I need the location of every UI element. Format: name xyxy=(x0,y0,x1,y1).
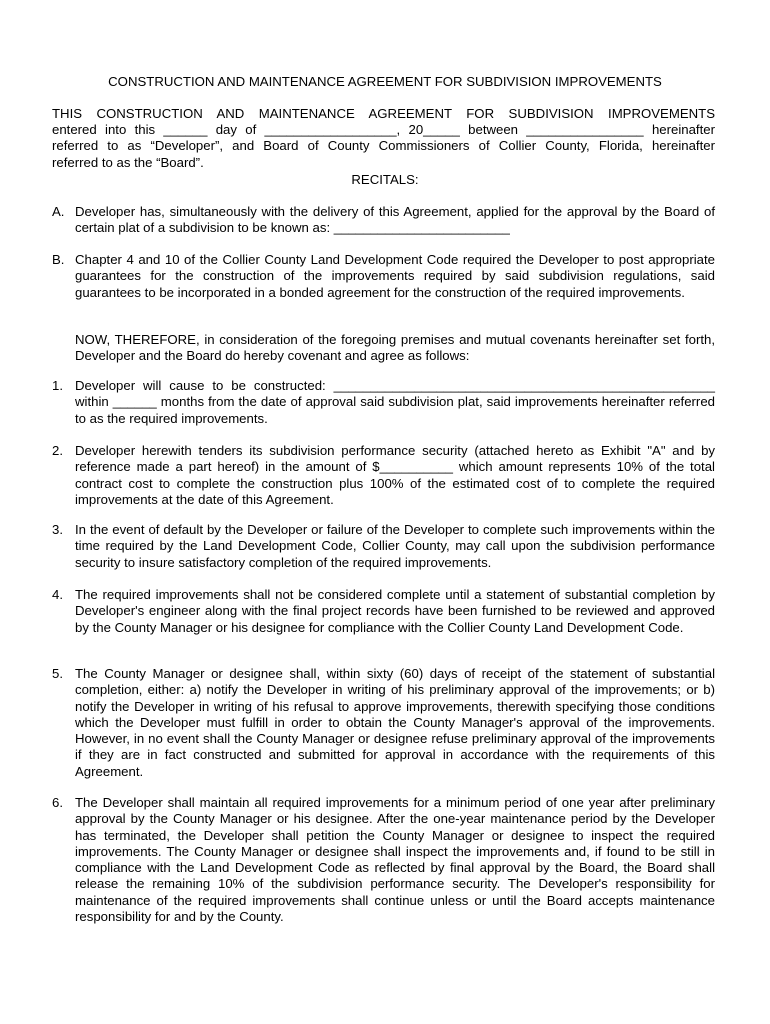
recital-marker: A. xyxy=(52,204,65,219)
clause-marker: 3. xyxy=(52,522,63,537)
clause-text: The Developer shall maintain all required improvements for a minimum period of one year after preliminary approval by the County Manager or his designee. After the one-year maintenance period by the Developer has terminated, the Developer shall petition the County Manager or designee to inspect the required improvements. The County Manager or designee shall inspect the improvements and, if found to be still in compliance with the Land Development Code as reflected by final approval by the Board, the Board shall release the remaining 10% of the subdivision performance security. The Developer's responsibility for maintenance of the required improvements shall continue unless or until the Board accepts maintenance responsibility for and by the County. xyxy=(75,795,715,925)
clause-text: In the event of default by the Developer or failure of the Developer to complete such improvements within the time required by the Land Development Code, Collier County, may call upon the subdivision performance security to insure satisfactory completion of the required improvements. xyxy=(75,522,715,570)
recital-marker: B. xyxy=(52,252,65,267)
recitals-heading: RECITALS: xyxy=(351,172,419,187)
intro-line: referred to as “Developer”, and Board of County Commissioners of Collier County, Florida, hereinafter xyxy=(52,138,715,154)
clause-text: The County Manager or designee shall, within sixty (60) days of receipt of the statement of substantial completion, either: a) notify the Developer in writing of his preliminary approval of the improvements; or b) notify the Developer in writing of his refusal to approve improvements, therewith specifying those conditions which the Developer must fulfill in order to obtain the County Manager's approval of the improvements. However, in no event shall the County Manager or designee refuse preliminary approval of the improvements if they are in fact constructed and submitted for approval in accordance with the requirements of this Agreement. xyxy=(75,666,715,779)
clause-marker: 5. xyxy=(52,666,63,681)
clause-text: The required improvements shall not be considered complete until a statement of substantial completion by Developer's engineer along with the final project records have been furnished to be reviewed and approved by the County Manager or his designee for compliance with the Collier County Land Development Code. xyxy=(75,587,715,635)
document-title: CONSTRUCTION AND MAINTENANCE AGREEMENT FOR SUBDIVISION IMPROVEMENTS xyxy=(108,74,662,89)
intro-line: THIS CONSTRUCTION AND MAINTENANCE AGREEMENT FOR SUBDIVISION IMPROVEMENTS xyxy=(52,106,715,121)
clause-text: Developer will cause to be constructed: ____________________________________________________ within ______ months from the date of approval said subdivision plat, said improvements hereinafter referred to as the required improvements. xyxy=(75,378,715,426)
clause-marker: 6. xyxy=(52,795,63,810)
recital-text: Chapter 4 and 10 of the Collier County Land Development Code required the Developer to post appropriate guarantees for the construction of the improvements required by said subdivision regulations, said guarantees to be incorporated in a bonded agreement for the construction of the required improvements. xyxy=(75,252,715,300)
clause-marker: 1. xyxy=(52,378,63,393)
clause-3 xyxy=(52,522,715,571)
clause-marker: 4. xyxy=(52,587,63,602)
clause-5 xyxy=(52,666,715,780)
clause-2 xyxy=(52,443,715,508)
intro-line: referred to as the “Board”. xyxy=(52,154,204,170)
now-therefore-paragraph: NOW, THEREFORE, in consideration of the foregoing premises and mutual covenants hereinafter set forth, Developer and the Board do hereby covenant and agree as follows: xyxy=(75,332,715,364)
clause-4 xyxy=(52,587,715,636)
clause-1 xyxy=(52,378,715,427)
clause-text: Developer herewith tenders its subdivision performance security (attached hereto as Exhibit "A" and by reference made a part hereof) in the amount of $__________ which amount represents 10% of the total contract cost to complete the construction plus 100% of the estimated cost of to complete the required improvements at the date of this Agreement. xyxy=(75,443,715,507)
recital-text: Developer has, simultaneously with the delivery of this Agreement, applied for the approval by the Board of certain plat of a subdivision to be known as: ________________________ xyxy=(75,204,715,236)
clause-6 xyxy=(52,795,715,925)
clause-marker: 2. xyxy=(52,443,63,458)
intro-paragraph xyxy=(52,106,715,171)
recital-b xyxy=(52,252,715,301)
recital-a xyxy=(52,204,715,237)
intro-line: entered into this ______ day of __________________, 20_____ between ________________ hereinafter xyxy=(52,122,715,138)
